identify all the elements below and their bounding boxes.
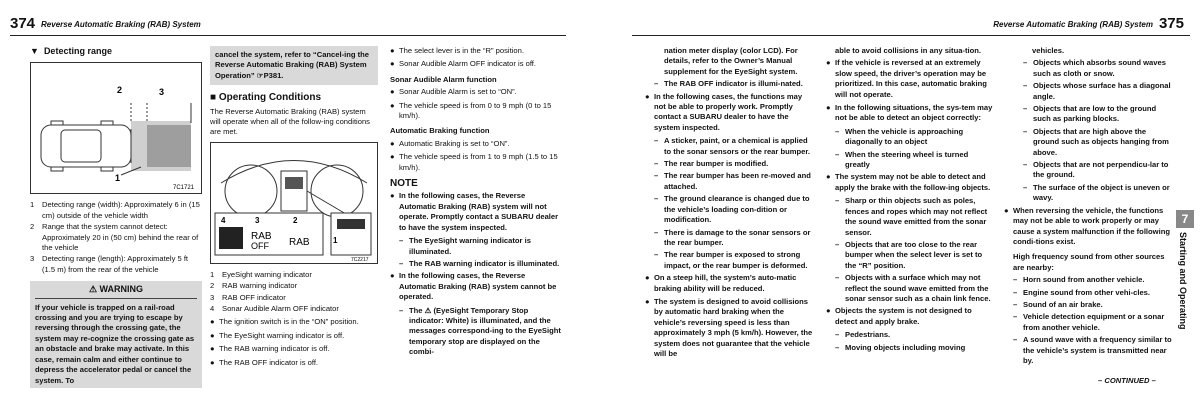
detecting-range-figure (30, 62, 202, 194)
operating-conditions-heading: ■ Operating Conditions (210, 92, 322, 104)
warning-heading: ⚠ WARNING (35, 284, 197, 298)
list-item: – The RAB OFF indicator is illumi-nated. (654, 79, 803, 89)
meter-cluster-diagram (211, 143, 377, 263)
indicator-highlight (285, 177, 303, 189)
rab-warning-indicator-label: RAB (289, 236, 310, 248)
fig1-captions (30, 200, 202, 275)
left-page-title: Reverse Automatic Braking (RAB) System (41, 20, 201, 29)
bullet-dot-icon: ● (390, 59, 395, 69)
list-item: – The rear bumper is exposed to strong impact, or the rear bumper is deformed. (654, 250, 808, 270)
list-item: ● When reversing the vehicle, the functions may not be able to work properly or may cause a system malfunction if the following condi-tions exist. (1004, 205, 1170, 246)
bullet-dot-icon: ● (210, 357, 215, 367)
bullet-dot-icon: ● (645, 91, 650, 101)
left-gauge (225, 165, 277, 217)
bullet-dot-icon: ● (390, 191, 395, 201)
bullet-dot-icon: ● (390, 152, 395, 162)
list-item: ● The vehicle speed is from 1 to 9 mph (1.5 to 15 km/h). (390, 152, 558, 172)
list-item: – Objects that are low to the ground such as parking blocks. (1023, 104, 1157, 124)
list-item: ● The vehicle speed is from 0 to 9 mph (0 to 15 km/h). (390, 100, 552, 121)
sonar-function-heading: Sonar Audible Alarm function (390, 74, 497, 84)
caption-item: 2 RAB warning indicator (210, 281, 298, 291)
list-item: – Sound of an air brake. (1013, 299, 1103, 309)
right-header-rule (632, 35, 1190, 36)
rab-off-indicator-off: OFF (251, 240, 269, 251)
caption-item: 4 Sonar Audible Alarm OFF indicator (210, 304, 339, 314)
list-item: ● In the following cases, the functions may not be able to properly work. Promptly contact a SUBARU dealer to have the system inspected. (645, 91, 803, 132)
list-item: ● Objects the system is not designed to detect and apply brake. (826, 306, 972, 326)
warning-text: If your vehicle is trapped on a rail-road crossing and you are trying to escape by reversing through the crossing gate, the system may re-cognize the crossing gate as an obstacle and brake may activate. In this case, remain calm and either continue to depress the accelerator pedal or cancel the system. To (35, 302, 195, 385)
bullet-dot-icon: ● (826, 58, 831, 68)
fig2-callout: 1 (333, 235, 338, 245)
fig1-callout: 3 (159, 87, 165, 98)
warning-triangle-icon: ⚠ (88, 284, 98, 295)
chapter-tab: 7 (1176, 210, 1194, 228)
bullet-dot-icon: ● (390, 87, 395, 97)
bullet-dot-icon: ● (826, 306, 831, 316)
list-item: – When the vehicle is approaching diagonally to an object (835, 126, 964, 147)
indicator-figure (210, 142, 378, 264)
chapter-side-label: Starting and Operating (1178, 232, 1188, 330)
list-item: – Objects with a surface which may not reflect the sound wave emitted from the sonar sensor such as a chain link fence. (835, 273, 991, 303)
column-2 (210, 46, 378, 371)
list-item: – Objects that are too close to the rear bumper when the select lever is set to the “R” position. (835, 239, 983, 270)
list-item: ● Sonar Audible Alarm is set to “ON”. (390, 87, 517, 97)
list-item: – Objects which absorbs sound waves such as cloth or snow. (1023, 58, 1166, 78)
list-item: – The ground clearance is changed due to the vehicle’s loading con-dition or modification. (654, 194, 810, 225)
bullet-dot-icon: ● (390, 100, 395, 110)
left-page-number: 374 (10, 15, 36, 32)
detecting-range-heading: ▼ Detecting range (30, 46, 112, 56)
column-5 (826, 46, 994, 355)
note-continuation: able to avoid collisions in any situa-tion. (835, 46, 981, 55)
high-frequency-intro: High frequency sound from other sources are nearby: (1013, 252, 1165, 272)
list-item: ● The system may not be able to detect and apply the brake with the follow-ing objects. (826, 172, 991, 192)
list-item: ● The select lever is in the “R” position. (390, 46, 524, 55)
list-item: ● The RAB warning indicator is off. (210, 344, 330, 354)
detection-area-core (147, 125, 191, 167)
caption-item: 2 Range that the system cannot detect: Approximately 20 in (50 cm) behind the rear of the vehicle (30, 222, 199, 253)
caption-item: 1 Detecting range (width): Approximately 6 in (15 cm) outside of the vehicle width (30, 200, 200, 220)
list-item: ● In the following situations, the sys-tem may not be able to detect an object correctly: (826, 103, 993, 123)
note-continuation: vehicles. (1032, 46, 1065, 55)
caption-item: 3 RAB OFF indicator (210, 292, 286, 302)
square-bullet-icon: ■ (210, 92, 217, 104)
list-item: ● On a steep hill, the system’s auto-matic braking ability will be reduced. (645, 273, 797, 293)
column-4 (645, 46, 815, 362)
list-item: – When the steering wheel is turned greatly (835, 149, 969, 170)
list-item: – A sound wave with a frequency similar to the vehicle’s system is transmitted near by. (1013, 335, 1172, 365)
column-6 (1004, 46, 1172, 368)
list-item: – The surface of the object is uneven or wavy. (1023, 182, 1170, 203)
list-item: – Pedestrians. (835, 330, 891, 340)
list-item: – Horn sound from another vehicle. (1013, 275, 1145, 285)
bullet-dot-icon: ● (645, 273, 650, 283)
bullet-dot-icon: ● (210, 330, 215, 340)
warning-continuation: cancel the system, refer to “Cancel-ing the Reverse Automatic Braking (RAB) System Operation” ☞P381. (210, 46, 378, 85)
triangle-bullet-icon: ▼ (30, 46, 39, 56)
operating-intro: The Reverse Automatic Braking (RAB) system will operate when all of the follow-ing conditions are met. (210, 106, 370, 137)
fig2-callout: 3 (255, 215, 260, 225)
left-header-rule (10, 35, 566, 36)
list-item: – The EyeSight warning indicator is illuminated. (399, 236, 531, 256)
note-heading: NOTE (390, 178, 418, 190)
continued-marker: – CONTINUED – (1098, 376, 1156, 385)
fig2-captions (210, 270, 378, 315)
column-3 (390, 46, 562, 360)
list-item: – A sticker, paint, or a chemical is applied to the sonar sensors or the rear bumper. (654, 136, 811, 156)
fig1-callout: 2 (117, 85, 123, 96)
list-item: – Objects whose surface has a diagonal angle. (1023, 81, 1171, 101)
warning-box (30, 281, 202, 388)
caption-item: 1 EyeSight warning indicator (210, 269, 312, 279)
right-page-title: Reverse Automatic Braking (RAB) System (993, 20, 1153, 29)
list-item: ● The EyeSight warning indicator is off. (210, 330, 345, 340)
fig2-callout: 4 (221, 215, 226, 225)
list-item: – Objects that are high above the ground such as objects hanging from above. (1023, 126, 1169, 157)
rab-off-indicator-label: RAB (251, 230, 272, 242)
bullet-dot-icon: ● (1004, 205, 1009, 215)
list-item: – Objects that are not perpendicu-lar to the ground. (1023, 160, 1169, 180)
list-item: – Moving objects including moving (835, 342, 966, 352)
list-item: ● If the vehicle is reversed at an extremely slow speed, the driver’s operation may be prioritized. In this case, automatic braking will not operate. (826, 58, 987, 99)
bullet-dot-icon: ● (390, 271, 395, 281)
list-item: ● The ignition switch is in the “ON” position. (210, 317, 359, 327)
list-item: – There is damage to the sonar sensors or the rear bumper. (654, 227, 811, 247)
eyesight-header-icon (337, 219, 365, 229)
list-item: ● Sonar Audible Alarm OFF indicator is off. (390, 59, 537, 69)
list-item: ● Automatic Braking is set to “ON”. (390, 138, 510, 148)
bullet-dot-icon: ● (390, 46, 395, 55)
fig1-callout: 1 (115, 173, 121, 184)
list-item: ● The RAB OFF indicator is off. (210, 357, 319, 367)
list-item: ● The system is designed to avoid collisions by automatic hard braking when the vehicle’s reversing speed is less than approximately 3 mph (5 km/h). However, the system does not guarantee that the vehicle will be (645, 296, 813, 358)
list-item: – The ⚠ (EyeSight Temporary Stop indicator: White) is illuminated, and the messages correspond-ing to the EyeSight temporary stop are displayed on the combi- (399, 305, 561, 357)
bullet-dot-icon: ● (645, 296, 650, 306)
bullet-dot-icon: ● (210, 317, 215, 327)
left-page-header (10, 0, 201, 32)
fig1-code: 7C1721 (173, 185, 195, 192)
note-continuation: nation meter display (color LCD). For details, refer to the Owner’s Manual supplement for the EyeSight system. (664, 46, 798, 76)
list-item: – Sharp or thin objects such as poles, fences and ropes which may not reflect the sound wave emitted from the sonar sensor. (835, 196, 988, 237)
list-item: – Engine sound from other vehi-cles. (1013, 287, 1151, 297)
vehicle-range-diagram (31, 63, 201, 193)
braking-function-heading: Automatic Braking function (390, 126, 490, 136)
bullet-dot-icon: ● (826, 103, 831, 113)
right-page-header (993, 0, 1190, 32)
list-item: ● In the following cases, the Reverse Automatic Braking (RAB) system cannot be operated. (390, 271, 557, 302)
sonar-off-indicator-icon (219, 227, 243, 249)
bullet-dot-icon: ● (826, 172, 831, 182)
list-item: – The RAB warning indicator is illuminated. (399, 258, 560, 268)
fig2-callout: 2 (293, 215, 298, 225)
caption-item: 3 Detecting range (length): Approximately 5 ft (1.5 m) from the rear of the vehicle (30, 254, 189, 274)
list-item: – The rear bumper has been re-moved and attached. (654, 171, 811, 191)
column-1 (30, 46, 202, 388)
list-item: – The rear bumper is modified. (654, 159, 769, 169)
list-item: ● In the following cases, the Reverse Automatic Braking (RAB) system will not operate. Promptly contact a SUBARU dealer to have the system inspected. (390, 191, 559, 232)
bullet-dot-icon: ● (210, 344, 215, 354)
list-item: – Vehicle detection equipment or a sonar from another vehicle. (1013, 312, 1165, 332)
right-page-number: 375 (1158, 15, 1184, 32)
fig2-code: 7C2217 (351, 256, 369, 263)
bullet-dot-icon: ● (390, 138, 395, 148)
